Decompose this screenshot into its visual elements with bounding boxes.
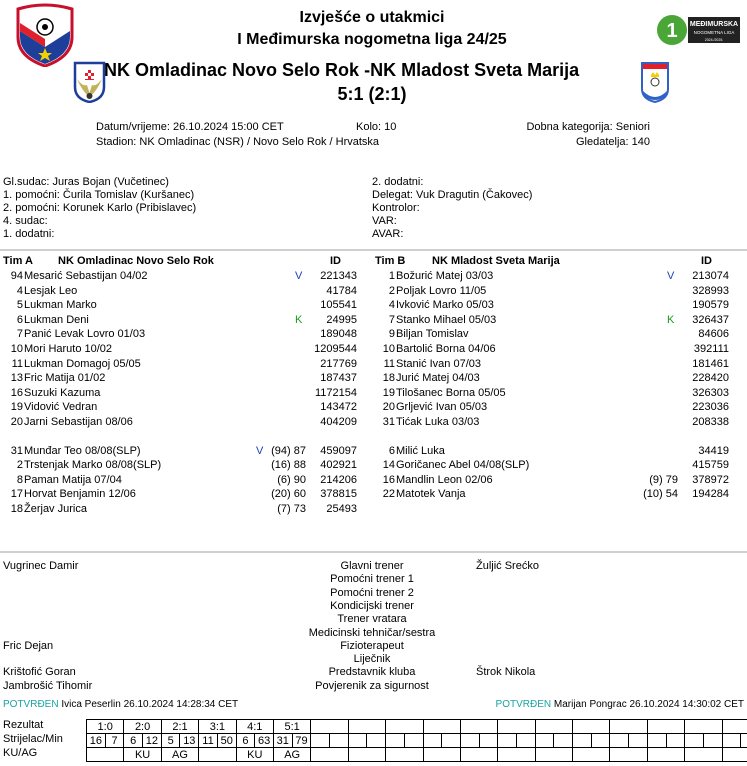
player-id: 459097: [320, 444, 357, 457]
goal-scorer-cell: 16: [87, 734, 106, 748]
goal-scorer-cell: 6: [124, 734, 143, 748]
official-main-referee: Gl.sudac: Juras Bojan (Vučetinec): [3, 176, 169, 188]
player-row: [3, 327, 373, 341]
goal-result-cell: [647, 720, 684, 734]
goal-result-cell: 3:1: [199, 720, 236, 734]
confirmation-status: POTVRĐEN: [495, 699, 552, 710]
goal-type-cell: [610, 748, 647, 762]
player-name: Tićak Luka 03/03: [396, 416, 480, 428]
divider-bottom: [0, 551, 747, 553]
goal-result-cell: [535, 720, 572, 734]
goal-type-cell: [573, 748, 610, 762]
player-name: Jarni Sebastijan 08/06: [24, 416, 133, 428]
goal-minute-cell: [629, 734, 648, 748]
goal-minute-cell: 13: [180, 734, 199, 748]
player-id: 34419: [698, 444, 729, 457]
player-number: 17: [10, 488, 23, 501]
goal-scorer-cell: [647, 734, 666, 748]
player-name: Munđar Teo 08/08(SLP): [24, 444, 141, 457]
player-row: [3, 386, 373, 400]
goal-result-cell: [498, 720, 535, 734]
league-logo-text: MEĐIMURSKA: [689, 21, 739, 28]
goal-scorer-cell: [311, 734, 330, 748]
goals-label-result: Rezultat: [3, 719, 44, 731]
player-number: 94: [10, 270, 23, 282]
player-id: 190579: [692, 299, 729, 312]
goal-scorer-cell: [348, 734, 367, 748]
staff-home: Jambrošić Tihomir: [3, 679, 93, 692]
goal-type-cell: [386, 748, 423, 762]
goal-scorer-cell: [498, 734, 517, 748]
official-additional-2: 2. dodatni:: [372, 176, 424, 188]
player-id: 84606: [698, 328, 729, 341]
goal-minute-cell: 50: [217, 734, 236, 748]
player-row: [375, 386, 745, 400]
goal-result-cell: [573, 720, 610, 734]
spectators: Gledatelja: 140: [576, 136, 650, 148]
goal-scorer-cell: 11: [199, 734, 218, 748]
goal-minute-cell: [703, 734, 722, 748]
player-name: Suzuki Kazuma: [24, 386, 101, 399]
goal-type-cell: KU: [236, 748, 273, 762]
staff-role: Trener vratara: [337, 613, 407, 626]
player-id: 187437: [320, 372, 357, 385]
goal-minute-cell: 12: [143, 734, 162, 748]
staff-home: Fric Dejan: [3, 639, 54, 652]
player-name: Paman Matija 07/04: [24, 473, 122, 486]
staff-role: Povjerenik za sigurnost: [315, 679, 429, 692]
player-name: Matotek Vanja: [396, 488, 466, 501]
player-id: 194284: [692, 488, 729, 501]
age-category: Dobna kategorija: Seniori: [526, 121, 650, 133]
player-id: 1209544: [314, 343, 357, 355]
goal-type-cell: [199, 748, 236, 762]
player-number: 10: [10, 343, 23, 355]
player-number: 10: [382, 343, 395, 355]
goal-minute-cell: [516, 734, 535, 748]
player-row: [375, 269, 745, 283]
player-row: [3, 502, 373, 516]
player-number: 22: [382, 488, 395, 501]
player-name: Stanić Ivan 07/03: [396, 357, 482, 370]
goals-table: [86, 719, 747, 762]
player-id: 24995: [326, 313, 357, 326]
match-teams: [104, 60, 579, 81]
goal-minute-cell: [554, 734, 573, 748]
official-additional-1: 1. dodatni:: [3, 228, 55, 240]
goal-minute-cell: [741, 734, 747, 748]
player-name: Vidović Vedran: [24, 401, 98, 414]
player-name: Božurić Matej 03/03: [396, 270, 494, 282]
player-row: [375, 473, 745, 487]
goalkeeper-mark: K: [667, 313, 675, 326]
team-b-name: NK Mladost Sveta Marija: [432, 255, 560, 267]
team-b-label: Tim B: [375, 255, 406, 267]
player-name: Poljak Lovro 11/05: [396, 284, 487, 297]
staff-role: Predstavnik kluba: [328, 666, 416, 679]
substitution-info: (94) 87: [271, 444, 306, 457]
goal-scorer-cell: [685, 734, 704, 748]
player-row: [3, 473, 373, 487]
player-number: 9: [388, 328, 395, 341]
player-name: Trstenjak Marko 08/08(SLP): [24, 459, 162, 472]
official-assistant-2: 2. pomoćni: Korunek Karlo (Pribislavec): [3, 202, 197, 214]
player-row: [3, 313, 373, 327]
substitution-info: (20) 60: [271, 488, 306, 501]
goal-minute-cell: 63: [255, 734, 274, 748]
player-row: [3, 342, 373, 356]
scorer-row: [87, 734, 747, 748]
substitution-info: (9) 79: [649, 473, 678, 486]
goal-minute-cell: 79: [292, 734, 311, 748]
goal-scorer-cell: [386, 734, 405, 748]
staff-role: Pomoćni trener 2: [330, 586, 414, 599]
confirmation-home: [3, 699, 238, 710]
player-row: [375, 284, 745, 298]
league-logo: [656, 14, 740, 46]
goal-scorer-cell: 6: [236, 734, 255, 748]
league-logo-sub: NOGOMETNA LIGA: [693, 30, 735, 35]
goal-result-cell: [348, 720, 385, 734]
player-row: [3, 415, 373, 429]
player-row: [375, 313, 745, 327]
player-number: 16: [382, 473, 395, 486]
player-id: 105541: [320, 299, 357, 312]
divider-top: [0, 249, 747, 251]
stadium: Stadion: NK Omladinac (NSR) / Novo Selo Rok / Hrvatska: [96, 136, 380, 148]
goal-type-cell: [423, 748, 460, 762]
confirmation-text: Marijan Pongrac 26.10.2024 14:30:02 CET: [553, 699, 744, 710]
goal-minute-cell: [666, 734, 685, 748]
goal-type-cell: [535, 748, 572, 762]
player-name: Lukman Domagoj 05/05: [24, 357, 141, 370]
league-title: I Međimurska nogometna liga 24/25: [237, 31, 507, 48]
league-logo-season: 2024./2025.: [704, 38, 724, 42]
official-avar: AVAR:: [372, 228, 404, 240]
goal-result-cell: [311, 720, 348, 734]
player-name: Fric Matija 01/02: [24, 372, 106, 385]
player-name: Biljan Tomislav: [396, 328, 469, 341]
official-controller: Kontrolor:: [372, 202, 420, 214]
player-row: [375, 357, 745, 371]
goal-result-cell: [423, 720, 460, 734]
captain-mark: V: [256, 444, 264, 457]
confirmation-text: Ivica Peserlin 26.10.2024 14:28:34 CET: [61, 699, 239, 710]
staff-role: Glavni trener: [340, 560, 404, 572]
player-id: 214206: [320, 473, 357, 486]
player-number: 4: [388, 299, 395, 312]
player-row: [3, 357, 373, 371]
player-id: 402921: [320, 459, 357, 472]
goal-type-cell: [311, 748, 348, 762]
player-number: 31: [10, 444, 23, 457]
player-row: [375, 400, 745, 414]
player-name: Tilošanec Borna 05/05: [396, 386, 506, 399]
player-number: 16: [10, 386, 23, 399]
player-id: 326303: [692, 386, 729, 399]
captain-mark: V: [667, 270, 675, 282]
goal-type-cell: [647, 748, 684, 762]
player-row: [3, 284, 373, 298]
goal-result-cell: 2:0: [124, 720, 161, 734]
player-number: 1: [388, 270, 395, 282]
player-number: 31: [382, 416, 395, 428]
goal-result-cell: 2:1: [161, 720, 198, 734]
goal-type-cell: KU: [124, 748, 161, 762]
player-name: Grljević Ivan 05/03: [396, 401, 488, 414]
staff-role: Medicinski tehničar/sestra: [308, 626, 436, 639]
official-fourth: 4. sudac:: [3, 215, 48, 227]
goal-type-cell: [685, 748, 722, 762]
staff-away: Žuljić Srećko: [476, 560, 539, 572]
player-row: [375, 415, 745, 429]
goal-scorer-cell: [460, 734, 479, 748]
goal-scorer-cell: [535, 734, 554, 748]
player-name: Lukman Marko: [24, 299, 97, 312]
player-row: [375, 327, 745, 341]
goal-result-cell: [722, 720, 747, 734]
away-team-name: NK Mladost Sveta Marija: [370, 60, 580, 80]
player-number: 5: [16, 299, 23, 312]
league-number: 1: [666, 20, 678, 42]
goal-scorer-cell: 5: [161, 734, 180, 748]
goal-minute-cell: [367, 734, 386, 748]
player-id: 41784: [326, 284, 357, 297]
goal-type-cell: [460, 748, 497, 762]
goal-minute-cell: [479, 734, 498, 748]
goal-result-cell: [610, 720, 647, 734]
player-name: Goričanec Abel 04/08(SLP): [396, 459, 530, 472]
player-row: [375, 444, 745, 458]
goal-scorer-cell: [423, 734, 442, 748]
staff-role: Fizioterapeut: [340, 639, 404, 652]
goal-scorer-cell: [573, 734, 592, 748]
team-b-id-header: ID: [701, 255, 712, 267]
goal-result-cell: [685, 720, 722, 734]
player-row: [3, 269, 373, 283]
substitution-info: (6) 90: [277, 473, 306, 486]
player-number: 6: [388, 444, 395, 457]
player-name: Mori Haruto 10/02: [24, 343, 113, 355]
player-name: Žerjav Jurica: [24, 503, 87, 515]
goal-type-cell: [498, 748, 535, 762]
staff-away: Štrok Nikola: [476, 666, 536, 679]
home-team-name: NK Omladinac Novo Selo Rok: [104, 60, 360, 80]
goal-minute-cell: [442, 734, 461, 748]
player-name: Milić Luka: [396, 444, 445, 457]
player-number: 2: [388, 284, 395, 297]
match-round: Kolo: 10: [356, 121, 397, 133]
player-number: 18: [382, 372, 395, 385]
player-number: 4: [16, 284, 23, 297]
player-row: [3, 400, 373, 414]
player-row: [3, 444, 373, 458]
player-id: 217769: [320, 357, 357, 370]
player-number: 7: [16, 328, 23, 341]
player-number: 7: [388, 313, 395, 326]
player-id: 25493: [326, 503, 357, 515]
goal-minute-cell: [591, 734, 610, 748]
player-number: 20: [10, 416, 23, 428]
player-id: 378815: [320, 488, 357, 501]
player-id: 223036: [692, 401, 729, 414]
player-row: [375, 298, 745, 312]
staff-home: Krištofić Goran: [3, 666, 76, 679]
player-row: [3, 458, 373, 472]
goal-scorer-cell: [722, 734, 741, 748]
player-number: 19: [382, 386, 395, 399]
player-row: [375, 342, 745, 356]
player-row: [375, 458, 745, 472]
goal-result-cell: [460, 720, 497, 734]
player-name: Jurić Matej 04/03: [396, 372, 480, 385]
goals-label-type: KU/AG: [3, 747, 38, 759]
player-name: Horvat Benjamin 12/06: [24, 488, 136, 501]
player-id: 181461: [692, 357, 729, 370]
staff-home: Vugrinec Damir: [3, 560, 79, 572]
match-score: 5:1 (2:1): [337, 84, 407, 104]
federation-logo: [14, 3, 76, 67]
player-id: 221343: [320, 270, 357, 282]
goal-minute-cell: [330, 734, 349, 748]
confirmation-away: [496, 699, 744, 710]
player-row: [375, 371, 745, 385]
player-number: 11: [383, 357, 395, 370]
goal-type-cell: AG: [273, 748, 310, 762]
player-row: [3, 298, 373, 312]
player-id: 189048: [320, 328, 357, 341]
player-row: [3, 371, 373, 385]
confirmation-status: POTVRĐEN: [3, 699, 59, 710]
goal-type-cell: [722, 748, 747, 762]
player-id: 1172154: [314, 386, 357, 399]
player-id: 228420: [692, 372, 729, 385]
official-assistant-1: 1. pomoćni: Čurila Tomislav (Kuršanec): [3, 189, 195, 201]
substitution-info: (10) 54: [643, 488, 678, 501]
player-number: 2: [16, 459, 23, 472]
player-number: 19: [10, 401, 23, 414]
goal-scorer-cell: [610, 734, 629, 748]
result-row: [87, 720, 747, 734]
player-name: Stanko Mihael 05/03: [396, 313, 497, 326]
player-number: 6: [16, 313, 23, 326]
substitution-info: (7) 73: [277, 503, 306, 515]
team-a-label: Tim A: [3, 255, 33, 267]
goal-minute-cell: 7: [105, 734, 124, 748]
goal-result-cell: [386, 720, 423, 734]
match-datetime: Datum/vrijeme: 26.10.2024 15:00 CET: [96, 121, 284, 133]
goal-type-cell: [348, 748, 385, 762]
goal-result-cell: 5:1: [273, 720, 310, 734]
player-name: Bartolić Borna 04/06: [396, 343, 496, 355]
goalkeeper-mark: K: [295, 313, 303, 326]
player-name: Ivković Marko 05/03: [396, 299, 494, 312]
captain-mark: V: [295, 270, 303, 282]
type-row: [87, 748, 747, 762]
player-number: 8: [16, 473, 23, 486]
home-team-crest: [73, 61, 106, 103]
player-id: 378972: [692, 473, 729, 486]
goal-type-cell: AG: [161, 748, 198, 762]
staff-role: Liječnik: [353, 653, 391, 666]
goal-minute-cell: [404, 734, 423, 748]
player-number: 18: [10, 503, 23, 515]
player-id: 415759: [692, 459, 729, 472]
player-number: 13: [10, 372, 23, 385]
player-number: 14: [382, 459, 395, 472]
goal-result-cell: 1:0: [87, 720, 124, 734]
player-row: [3, 487, 373, 501]
player-name: Lukman Deni: [24, 313, 89, 326]
player-id: 213074: [692, 270, 729, 282]
player-id: 328993: [692, 284, 729, 297]
player-id: 326437: [692, 313, 729, 326]
official-delegate: Delegat: Vuk Dragutin (Čakovec): [372, 189, 533, 201]
player-id: 392111: [693, 343, 729, 355]
player-name: Panić Levak Lovro 01/03: [24, 328, 146, 341]
player-id: 143472: [320, 401, 357, 414]
player-number: 20: [382, 401, 395, 414]
report-title: Izvješće o utakmici: [299, 9, 445, 26]
goal-scorer-cell: 31: [273, 734, 292, 748]
staff-role: Pomoćni trener 1: [330, 573, 414, 586]
team-a-name: NK Omladinac Novo Selo Rok: [58, 255, 214, 267]
staff-role: Kondicijski trener: [330, 599, 414, 612]
goals-label-scorer: Strijelac/Min: [3, 733, 63, 745]
player-name: Mandlin Leon 02/06: [396, 473, 493, 486]
player-name: Mesarić Sebastijan 04/02: [24, 270, 148, 282]
substitution-info: (16) 88: [271, 459, 306, 472]
player-id: 404209: [320, 416, 357, 428]
player-row: [375, 487, 745, 501]
away-team-crest: [640, 61, 670, 103]
team-separator: -: [364, 60, 371, 80]
team-a-id-header: ID: [330, 255, 341, 267]
player-name: Lesjak Leo: [24, 284, 78, 297]
player-number: 11: [11, 357, 23, 370]
goal-type-cell: [87, 748, 124, 762]
goal-result-cell: 4:1: [236, 720, 273, 734]
official-var: VAR:: [372, 215, 397, 227]
player-id: 208338: [692, 416, 729, 428]
